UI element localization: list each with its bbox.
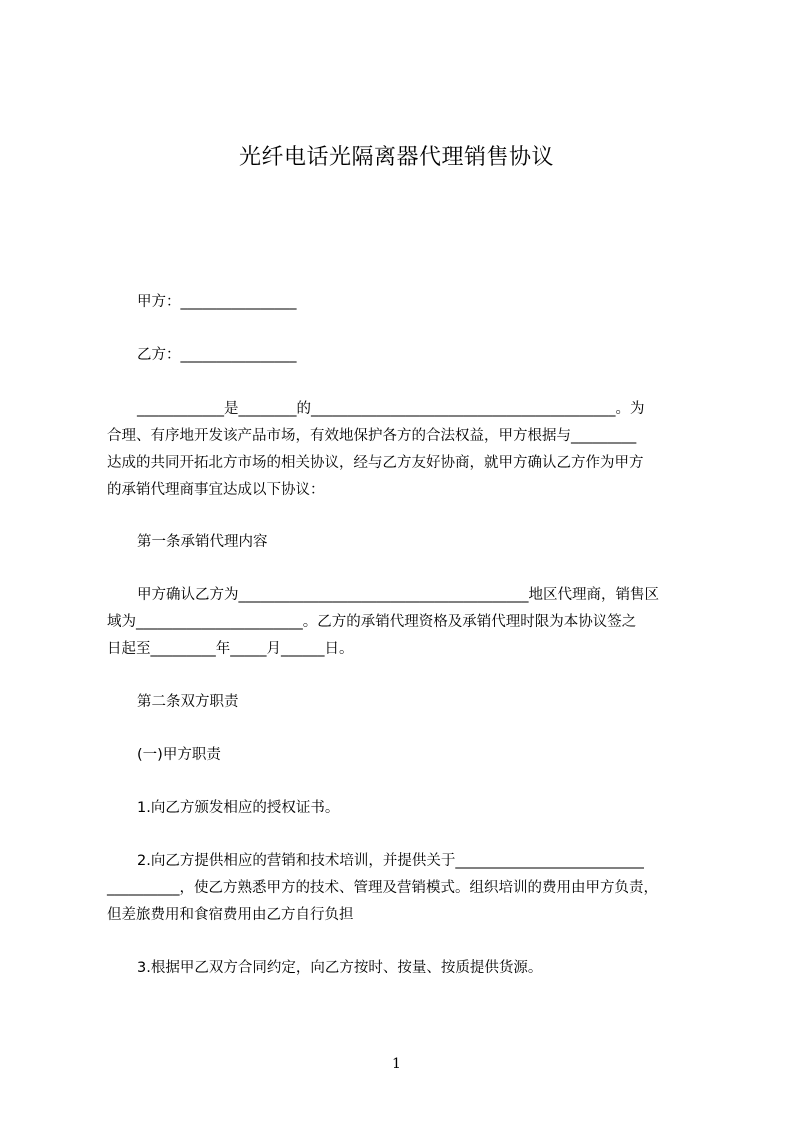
article-1-line-3: 日起至_________年_____月______日。 — [107, 641, 354, 657]
page-number: 1 — [392, 1056, 401, 1072]
item-2-line-1: 2.向乙方提供相应的营销和技术培训，并提供关于__________________________ — [137, 853, 644, 869]
article-1-line-1: 甲方确认乙方为________________________________________地区代理商，销售区 — [137, 587, 659, 603]
item-1: 1.向乙方颁发相应的授权证书。 — [137, 800, 340, 816]
item-2-line-3: 但差旅费用和食宿费用由乙方自行负担 — [107, 907, 354, 923]
article-1-heading: 第一条承销代理内容 — [137, 534, 268, 550]
article-1-line-2: 域为_______________________。乙方的承销代理资格及承销代理时限为本协议签之 — [107, 614, 637, 630]
party-b-line: 乙方：________________ — [137, 347, 297, 363]
item-3: 3.根据甲乙双方合同约定，向乙方按时、按量、按质提供货源。 — [137, 960, 543, 976]
document-title: 光纤电话光隔离器代理销售协议 — [238, 145, 554, 170]
section-1-heading: (一)甲方职责 — [137, 747, 221, 763]
intro-line-4: 的承销代理商事宜达成以下协议： — [107, 482, 325, 498]
intro-line-1: ____________是________的__________________________________________。为 — [137, 401, 645, 417]
intro-line-2: 合理、有序地开发该产品市场，有效地保护各方的合法权益，甲方根据与_________ — [107, 428, 637, 444]
article-2-heading: 第二条双方职责 — [137, 694, 239, 710]
party-a-line: 甲方：________________ — [137, 294, 297, 310]
intro-line-3: 达成的共同开拓北方市场的相关协议，经与乙方友好协商，就甲方确认乙方作为甲方 — [107, 455, 644, 471]
item-2-line-2: __________，使乙方熟悉甲方的技术、管理及营销模式。组织培训的费用由甲方负责， — [107, 880, 658, 896]
